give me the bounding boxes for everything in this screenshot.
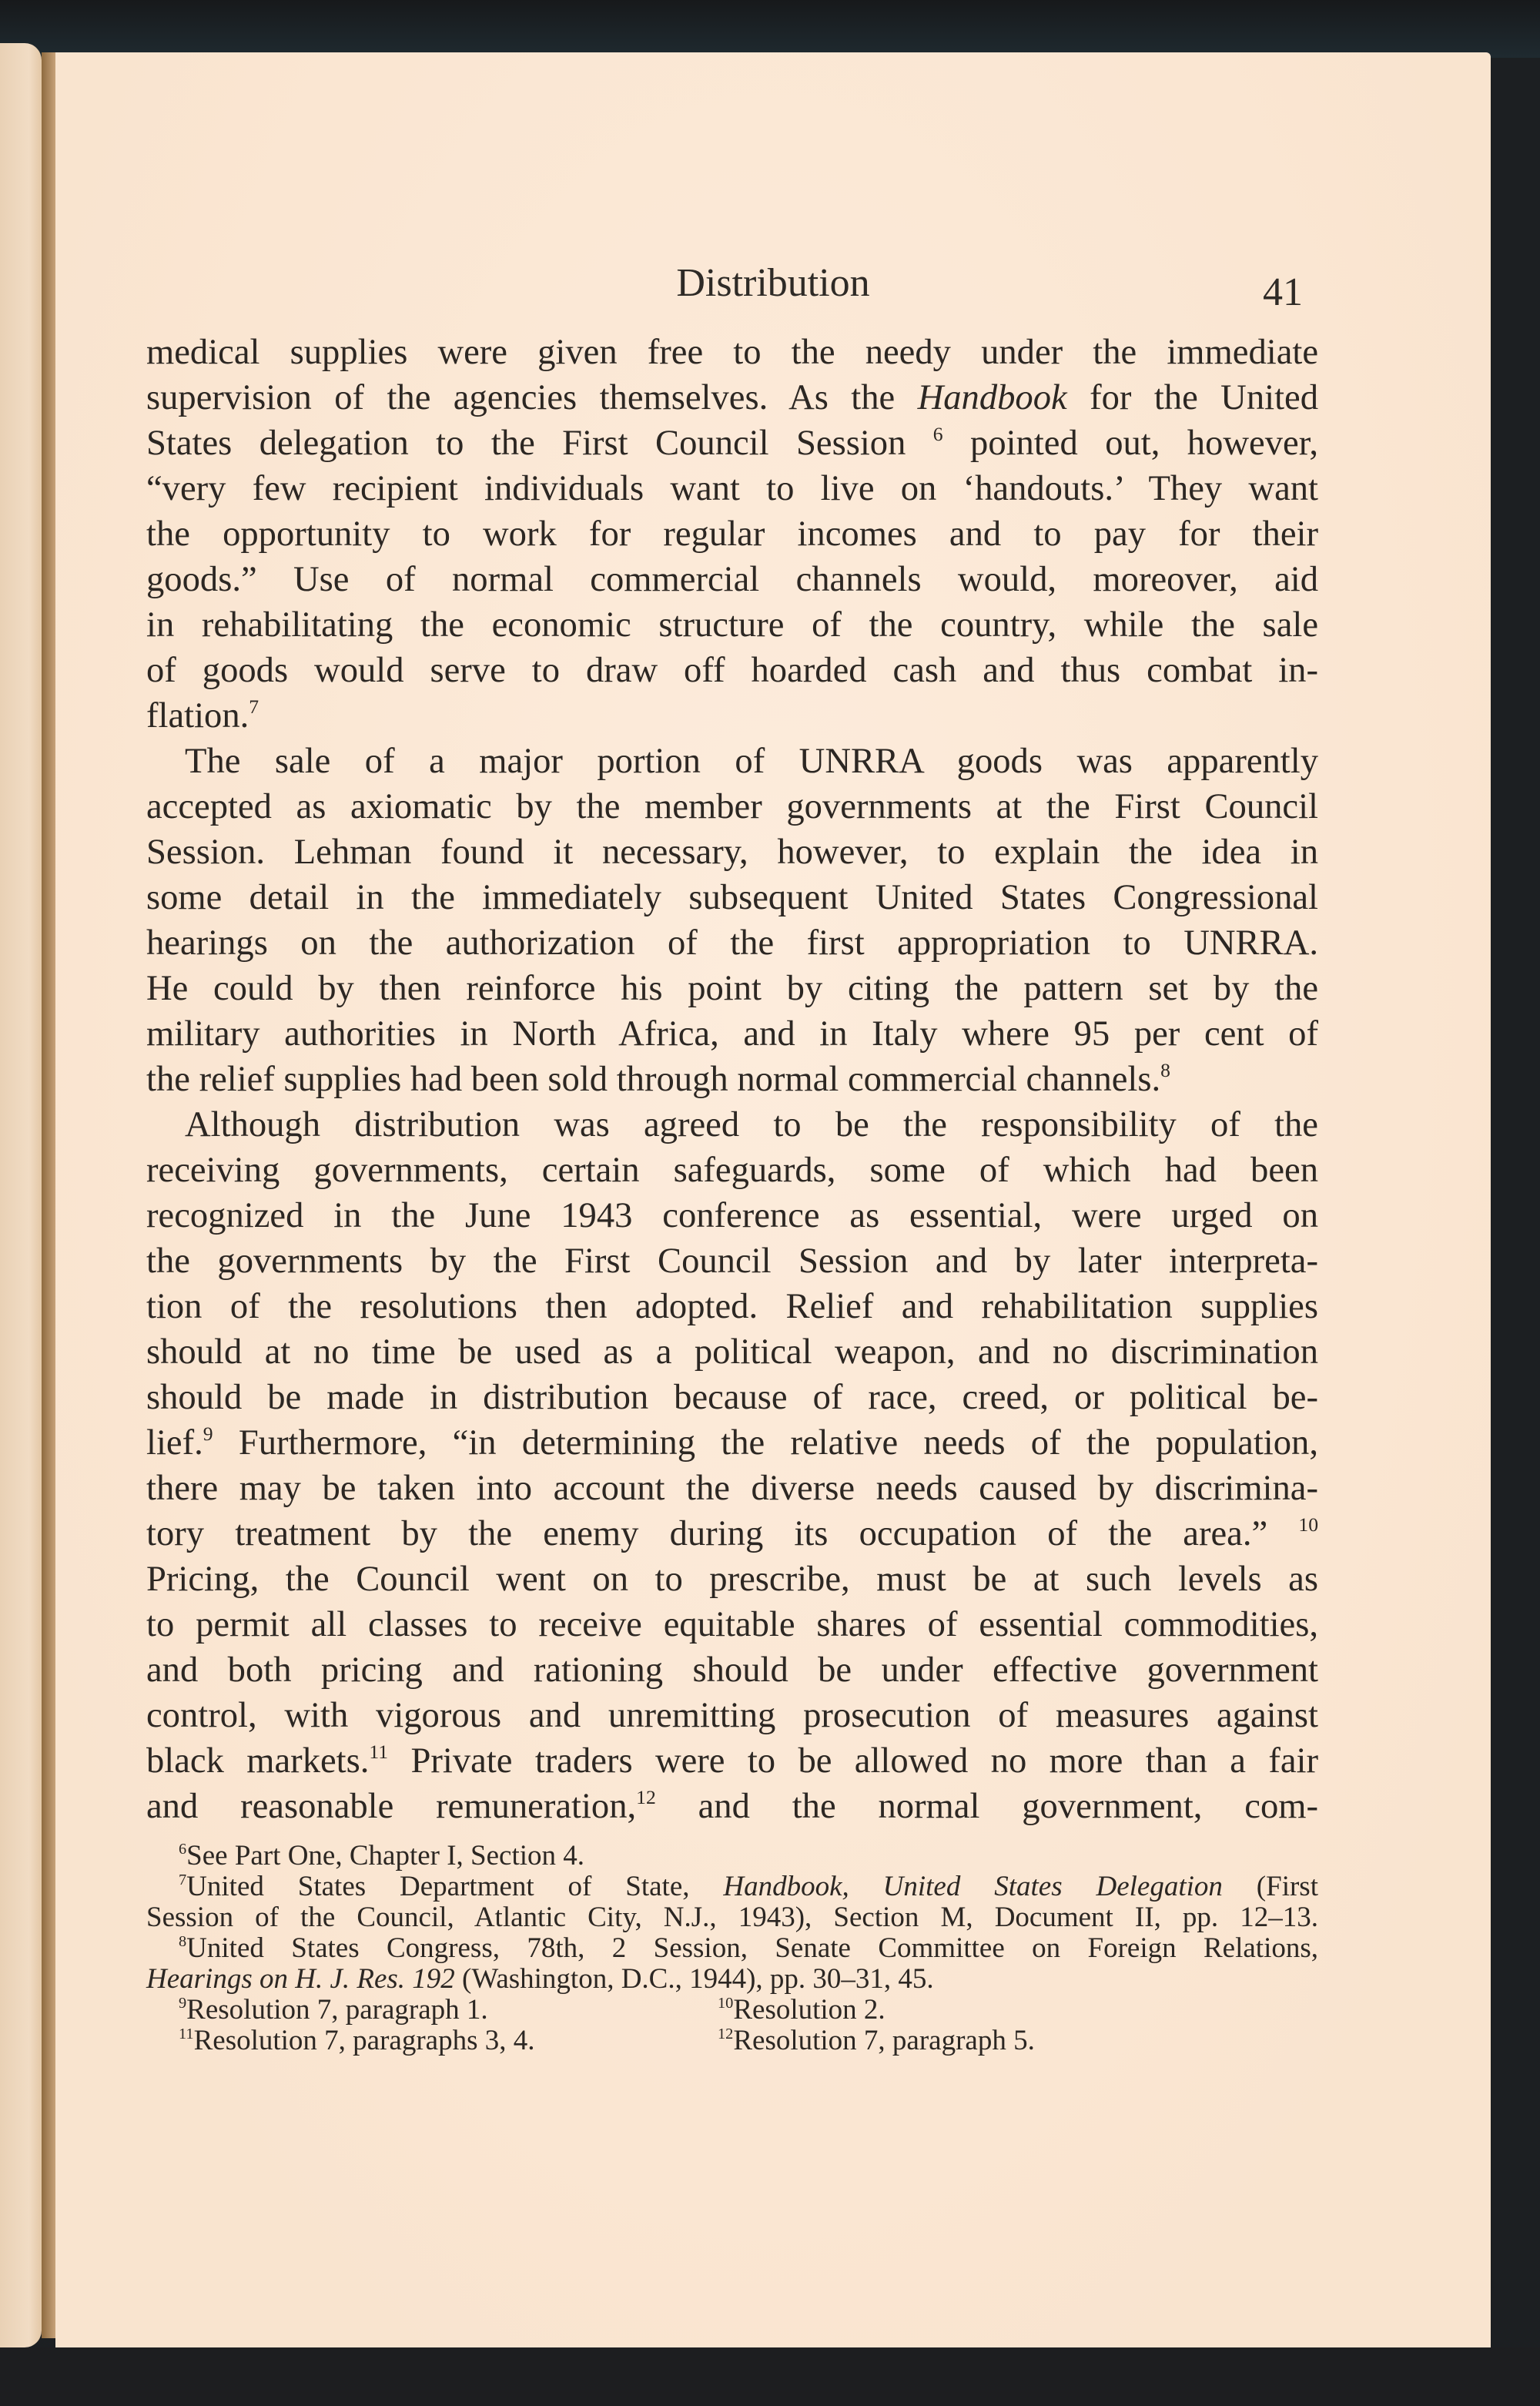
italic-title: Handbook bbox=[917, 377, 1067, 417]
text-line: medical supplies were given free to the needy under the immediate bbox=[146, 332, 1318, 372]
text-line: supervision of the agencies themselves. As the Handbook for the United bbox=[146, 377, 1318, 417]
scan-backdrop-bottom bbox=[0, 2347, 1540, 2406]
text-line: there may be taken into account the diverse needs caused by discrimina- bbox=[146, 1468, 1318, 1508]
text-line: the opportunity to work for regular incomes and to pay for their bbox=[146, 514, 1318, 554]
text-line: the governments by the First Council Session and by later interpreta- bbox=[146, 1241, 1318, 1281]
text-line: tion of the resolutions then adopted. Relief and rehabilitation supplies bbox=[146, 1286, 1318, 1326]
text-line: accepted as axiomatic by the member governments at the First Council bbox=[146, 786, 1318, 826]
footnote-reference: 8 bbox=[1160, 1059, 1170, 1082]
text-line: military authorities in North Africa, and in Italy where 95 per cent of bbox=[146, 1014, 1318, 1054]
footnote-marker: 8 bbox=[179, 1932, 187, 1950]
text-line: He could by then reinforce his point by citing the pattern set by the bbox=[146, 968, 1318, 1008]
footnote-reference: 12 bbox=[636, 1786, 656, 1809]
footnote-12: $^{12}$Resolution 7, paragraph 5. bbox=[718, 2025, 1035, 2056]
text-line: of goods would serve to draw off hoarded cash and thus combat in- bbox=[146, 650, 1318, 690]
body-text bbox=[146, 330, 1318, 1829]
text-line: recognized in the June 1943 conference as essential, were urged on bbox=[146, 1195, 1318, 1235]
text-line: the relief supplies had been sold through normal commercial channels.$^8$ bbox=[146, 1059, 1170, 1099]
page-number: 41 bbox=[1263, 270, 1303, 314]
footnote-reference: 6 bbox=[932, 423, 943, 446]
text-line: and both pricing and rationing should be under effective government bbox=[146, 1650, 1318, 1690]
text-line: receiving governments, certain safeguards, some of which had been bbox=[146, 1150, 1318, 1190]
text-line: and reasonable remuneration,$^{12}$ and the normal government, com- bbox=[146, 1786, 1318, 1826]
text-line: some detail in the immediately subsequent United States Congressional bbox=[146, 877, 1318, 917]
footnote-6: $^6$See Part One, Chapter I, Section 4. bbox=[179, 1840, 585, 1872]
previous-page-edge bbox=[0, 43, 42, 2347]
footnote-9: $^9$Resolution 7, paragraph 1. bbox=[179, 1994, 488, 2026]
text-line: Session. Lehman found it necessary, however, to explain the idea in bbox=[146, 832, 1318, 872]
footnote-reference: 7 bbox=[249, 695, 259, 719]
text-line: lief.$^9$ Furthermore, “in determining the relative needs of the population, bbox=[146, 1422, 1318, 1463]
footnotes-9-10 bbox=[146, 1995, 1318, 2026]
footnote-11: $^{11}$Resolution 7, paragraphs 3, 4. bbox=[179, 2025, 535, 2056]
text-line: Although distribution was agreed to be the responsibility of the bbox=[185, 1104, 1318, 1144]
scan-backdrop-top bbox=[0, 0, 1540, 58]
footnote-marker: 6 bbox=[179, 1840, 187, 1858]
footnote-marker: 7 bbox=[179, 1871, 187, 1888]
footnote-8-continued: Hearings on H. J. Res. 192 (Washington, D.C., 1944), pp. 30–31, 45. bbox=[146, 1963, 934, 1995]
text-line: in rehabilitating the economic structure of the country, while the sale bbox=[146, 605, 1318, 645]
text-line: tory treatment by the enemy during its occupation of the area.” $^{10}$ bbox=[146, 1513, 1318, 1553]
footnote-7: $^7$United States Department of State, Handbook, United States Delegation (First bbox=[179, 1871, 1318, 1902]
text-line: “very few recipient individuals want to live on ‘handouts.’ They want bbox=[146, 468, 1318, 508]
text-line: States delegation to the First Council Session $^6$ pointed out, however, bbox=[146, 423, 1318, 463]
footnote-reference: 10 bbox=[1298, 1513, 1318, 1536]
text-line: should at no time be used as a political weapon, and no discrimination bbox=[146, 1332, 1318, 1372]
text-line: flation.$^7$ bbox=[146, 695, 259, 736]
footnote-7-continued: Session of the Council, Atlantic City, N.J., 1943), Section M, Document II, pp. 12–13. bbox=[146, 1902, 1318, 1933]
footnote-10: $^{10}$Resolution 2. bbox=[718, 1994, 886, 2026]
text-line: goods.” Use of normal commercial channels would, moreover, aid bbox=[146, 559, 1318, 599]
text-line: control, with vigorous and unremitting prosecution of measures against bbox=[146, 1695, 1318, 1735]
footnote-reference: 9 bbox=[203, 1422, 213, 1446]
footnote-8: $^8$United States Congress, 78th, 2 Session, Senate Committee on Foreign Relations, bbox=[179, 1932, 1318, 1964]
running-head: Distribution bbox=[676, 261, 870, 305]
text-line: hearings on the authorization of the first appropriation to UNRRA. bbox=[146, 923, 1318, 963]
book-page bbox=[55, 52, 1491, 2352]
footnotes bbox=[146, 1841, 1318, 2056]
text-line: should be made in distribution because of race, creed, or political be- bbox=[146, 1377, 1318, 1417]
gutter-shadow bbox=[42, 52, 55, 2338]
text-line: to permit all classes to receive equitable shares of essential commodities, bbox=[146, 1604, 1318, 1644]
footnote-reference: 11 bbox=[369, 1741, 389, 1764]
text-line: black markets.$^{11}$ Private traders were to be allowed no more than a fair bbox=[146, 1741, 1318, 1781]
text-line: Pricing, the Council went on to prescribe, must be at such levels as bbox=[146, 1559, 1318, 1599]
text-line: The sale of a major portion of UNRRA goods was apparently bbox=[185, 741, 1318, 781]
footnotes-11-12 bbox=[146, 2026, 1318, 2056]
